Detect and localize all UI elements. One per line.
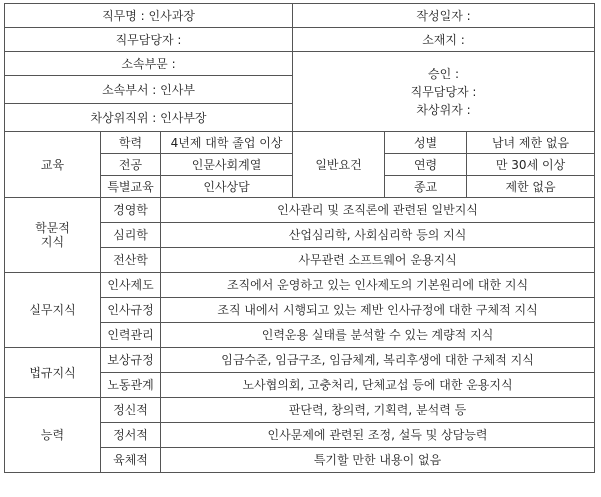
ability-category: 능력 bbox=[5, 398, 101, 473]
section-value: 임금수준, 임금구조, 임금체계, 복리후생에 대한 구체적 지식 bbox=[161, 348, 595, 373]
job-owner-cell: 직무담당자 : bbox=[5, 28, 293, 52]
header-row-3 bbox=[5, 52, 595, 76]
req-value: 만 30세 이상 bbox=[467, 154, 595, 176]
approval-supervisor: 차상위자 : bbox=[416, 102, 471, 117]
req-value: 남녀 제한 없음 bbox=[467, 132, 595, 154]
general-category: 일반요건 bbox=[293, 132, 385, 198]
section-label: 인사제도 bbox=[101, 273, 161, 298]
approval-job-owner: 직무담당자 : bbox=[410, 84, 477, 99]
section-row bbox=[5, 198, 595, 223]
section-value: 조직에서 운영하고 있는 인사제도의 기본원리에 대한 지식 bbox=[161, 273, 595, 298]
job-title-cell: 직무명 : 인사과장 bbox=[5, 4, 293, 28]
req-value: 인문사회계열 bbox=[161, 154, 293, 176]
req-label: 전공 bbox=[101, 154, 161, 176]
section-label: 정서적 bbox=[101, 423, 161, 448]
division-cell: 소속부서 : 인사부 bbox=[5, 76, 293, 104]
req-label: 종교 bbox=[385, 176, 467, 198]
req-value: 제한 없음 bbox=[467, 176, 595, 198]
section-value: 사무관련 소프트웨어 운용지식 bbox=[161, 248, 595, 273]
section-label: 보상규정 bbox=[101, 348, 161, 373]
section-label: 정신적 bbox=[101, 398, 161, 423]
section-row bbox=[5, 398, 595, 423]
section-label: 전산학 bbox=[101, 248, 161, 273]
approval-cell bbox=[293, 52, 595, 132]
requirements-row-1 bbox=[5, 132, 595, 154]
section-value: 조직 내에서 시행되고 있는 제반 인사규정에 대한 구체적 지식 bbox=[161, 298, 595, 323]
section-value: 인력운용 실태를 분석할 수 있는 계량적 지식 bbox=[161, 323, 595, 348]
approval-approved: 승인 : bbox=[428, 66, 460, 81]
header-row-1 bbox=[5, 4, 595, 28]
section-label: 노동관계 bbox=[101, 373, 161, 398]
section-value: 노사협의회, 고충처리, 단체교섭 등에 대한 운용지식 bbox=[161, 373, 595, 398]
academic-knowledge-category bbox=[5, 198, 101, 273]
section-value: 특기할 만한 내용이 없음 bbox=[161, 448, 595, 473]
req-label: 특별교육 bbox=[101, 176, 161, 198]
education-category: 교육 bbox=[5, 132, 101, 198]
section-value: 인사문제에 관련된 조정, 설득 및 상담능력 bbox=[161, 423, 595, 448]
job-description-table bbox=[4, 3, 595, 473]
req-label: 연령 bbox=[385, 154, 467, 176]
section-label: 인사규정 bbox=[101, 298, 161, 323]
section-label: 인력관리 bbox=[101, 323, 161, 348]
section-row bbox=[5, 348, 595, 373]
legal-knowledge-category: 법규지식 bbox=[5, 348, 101, 398]
section-label: 육체적 bbox=[101, 448, 161, 473]
header-row-2 bbox=[5, 28, 595, 52]
section-value: 판단력, 창의력, 기획력, 분석력 등 bbox=[161, 398, 595, 423]
created-date-cell: 작성일자 : bbox=[293, 4, 595, 28]
approval-block bbox=[293, 67, 594, 117]
req-value: 인사상담 bbox=[161, 176, 293, 198]
department-cell: 소속부문 : bbox=[5, 52, 293, 76]
section-value: 인사관리 및 조직론에 관련된 일반지식 bbox=[161, 198, 595, 223]
section-label: 경영학 bbox=[101, 198, 161, 223]
category-line: 지식 bbox=[40, 235, 65, 249]
job-description-sheet bbox=[4, 3, 595, 473]
section-label: 심리학 bbox=[101, 223, 161, 248]
supervisor-position-cell: 차상위직위 : 인사부장 bbox=[5, 104, 293, 132]
location-cell: 소재지 : bbox=[293, 28, 595, 52]
section-value: 산업심리학, 사회심리학 등의 지식 bbox=[161, 223, 595, 248]
category-line: 학문적 bbox=[35, 221, 70, 235]
req-value: 4년제 대학 졸업 이상 bbox=[161, 132, 293, 154]
section-row bbox=[5, 273, 595, 298]
req-label: 학력 bbox=[101, 132, 161, 154]
req-label: 성별 bbox=[385, 132, 467, 154]
practical-knowledge-category: 실무지식 bbox=[5, 273, 101, 348]
